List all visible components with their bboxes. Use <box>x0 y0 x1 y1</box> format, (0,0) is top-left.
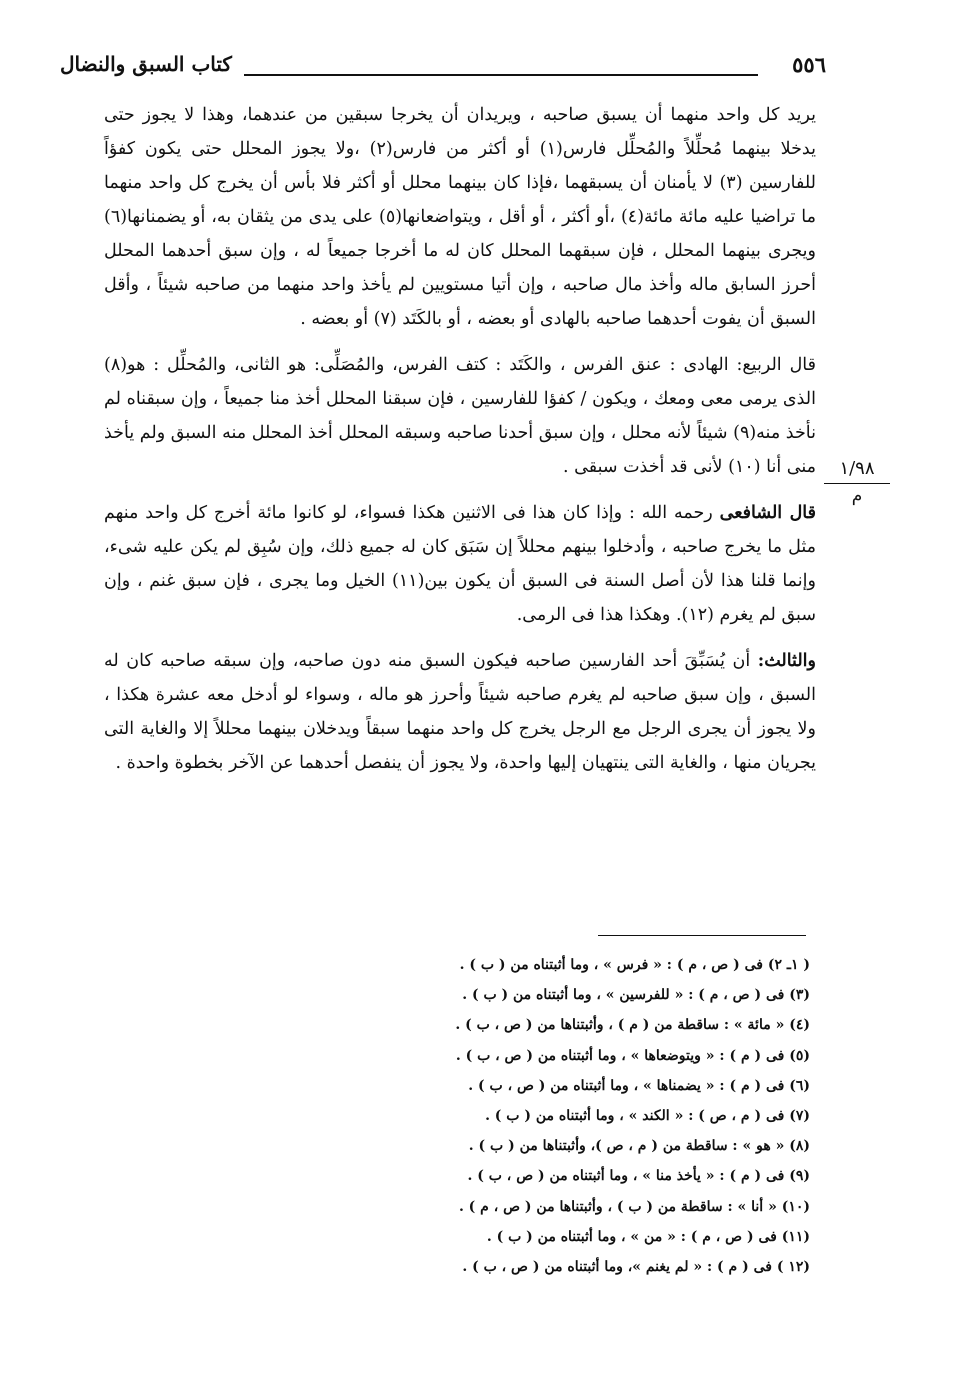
page-header <box>56 52 826 82</box>
paragraph-1 <box>104 98 816 336</box>
footnote: (٥) فى ( م ) : « ويتوضعاها » ، وما أثبتناه من ( ص ، ب ) . <box>455 1047 810 1064</box>
margin-reference <box>824 458 890 506</box>
header-rule <box>244 74 758 76</box>
footnote: (٨) « هو » : ساقطة من ( م ، ص )، وأثبتناها من ( ب ) . <box>468 1138 810 1155</box>
footnote: (٦) فى ( م ) : « يضمناها » ، وما أثبتناه من ( ص ، ب ) . <box>468 1077 810 1094</box>
paragraph-3 <box>104 496 816 632</box>
paragraph-text: قال الربيع: الهادى : عنق الفرس ، والكَتَد : كتف الفرس، والمُصَلِّى: هو الثانى، والمُحلِّل : هو(٨) الذى يرمى معى ومعك ، ويكون / كفؤا للفارسين ، فإن سبقنا المحلل أخذ منا جميعاً ، وإن سبقناه لم نأخذ منه(٩) شيئاً لأنه محلل ، وإن سبق أحدنا صاحبه وسبقه المحلل أخذ المحلل منه السبق ولم يأخذ منى أنا (١٠) لأنى قد أخذت سبقى . <box>104 355 816 477</box>
margin-folio: ١/٩٨ <box>824 458 890 484</box>
main-text <box>104 98 816 792</box>
footnote: (٤) « مائة » : ساقطة من ( م ) ، وأثبتناها من ( ص ، ب ) . <box>455 1017 810 1034</box>
margin-sub: م <box>851 486 863 506</box>
footnote: (٣) فى ( ص ، م ) : « للفرسين » ، وما أثبتناه من ( ب ) . <box>462 987 810 1004</box>
paragraph-text: رحمه الله : وإذا كان هذا فى الاثنين هكذا فسواء، لو كانوا مائة أخرج كل واحد منهم مثل ما يخرج صاحبه ، وأدخلوا بينهم محللاً إن سَبَق كان له جميع ذلك، وإن سُبِق لم يكن عليه شىء، وإنما قلنا هذا لأن أصل السنة فى السبق أن يكون بين(١١) الخيل وما يجرى ، فإن سبق غنم ، وإن سبق لم يغرم (١٢). وهكذا هذا فى الرمى. <box>104 503 816 625</box>
paragraph-lead: قال الشافعى <box>719 503 816 523</box>
page-number: ٥٥٦ <box>792 52 826 77</box>
paragraph-2 <box>104 348 816 484</box>
footnotes <box>300 950 810 1282</box>
paragraph-4 <box>104 644 816 780</box>
footnote-rule <box>598 935 806 936</box>
footnote: (١٠) « أنا » : ساقطة من ( ب ) ، وأثبتناها من ( ص ، م ) . <box>458 1198 810 1215</box>
paragraph-text: أن يُسَبِّقَ أحد الفارسين صاحبه فيكون السبق منه دون صاحبه، وإن سبقه صاحبه كان له السبق ، وإن سبق صاحبه لم يغرم صاحبه شيئاً وأحرز هو ماله ، وسواء لو أدخل معه عشرة هكذا ، ولا يجوز أن يجرى الرجل مع الرجل يخرج كل واحد منهما سبقاً ويدخلان بينهما محللاً إلا والغاية التى يجريان منها ، والغاية التى ينتهيان إليها واحدة، ولا يجوز أن ينفصل أحدهما عن الآخر بخطوة واحدة . <box>104 651 816 773</box>
footnote: (٧) فى ( م ، ص ) : « الكند » ، وما أثبتناه من ( ب ) . <box>485 1108 810 1125</box>
footnote: (١٢ ) فى ( م ) : « لم يغنم »، وما أثبتناه من ( ص ، ب ) . <box>462 1259 810 1276</box>
paragraph-lead: والثالث: <box>757 651 816 671</box>
footnote: ( ١ـ ٢) فى ( ص ، م ) : « فرس » ، وما أثبتناه من ( ب ) . <box>459 957 810 973</box>
footnote: (١١) فى ( ص ، م ) : « من » ، وما أثبتناه من ( ب ) . <box>486 1228 810 1245</box>
book-title: كتاب السبق والنضال <box>60 52 232 76</box>
footnote: (٩) فى ( م ) : « يأخذ منا » ، وما أثبتناه من ( ص ، ب ) . <box>467 1168 810 1185</box>
paragraph-text: يريد كل واحد منهما أن يسبق صاحبه ، ويريدان أن يخرجا سبقين من عندهما، وهذا لا يجوز حتى يدخلا بينهما مُحلِّلاً والمُحلِّل فارس(١) أو أكثر من فارس(٢) ،ولا يجوز المحلل حتى يكون كفؤاً للفارسين (٣) لا يأمنان أن يسبقهما ،فإذا كان بينهما محلل أو أكثر فلا بأس أن يخرج كل واحد منهما ما تراضيا عليه مائة مائة(٤) ،أو أكثر ، أو أقل ، ويتواضعانها(٥) على يدى من يثقان به، أو يضمنانها(٦) ويجرى بينهما المحلل ، فإن سبقهما المحلل كان له ما أخرجا جميعاً له ، وإن سبق أحدهما المحلل أحرز السابق ماله وأخذ مال صاحبه ، وإن أتيا مستويين لم يأخذ واحد منهما من صاحبه شيئاً ، وأقل السبق أن يفوت أحدهما صاحبه بالهادى أو بعضه ، أو بالكَتَد (٧) أو بعضه . <box>104 105 816 329</box>
